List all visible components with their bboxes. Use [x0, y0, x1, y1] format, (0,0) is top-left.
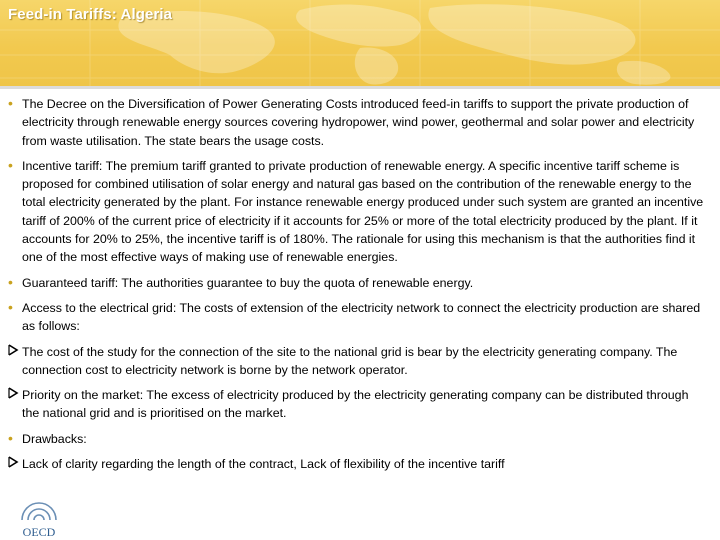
list-item [8, 299, 708, 336]
dot-bullet-icon: • [8, 273, 13, 290]
banner-divider [0, 86, 720, 89]
dot-bullet-icon: • [8, 95, 13, 111]
list-item [8, 157, 708, 267]
dot-bullet-icon: • [8, 429, 13, 446]
list-item [8, 386, 708, 423]
dot-bullet-icon: • [8, 156, 13, 173]
arrow-bullet-icon [8, 455, 20, 473]
list-item-text: Drawbacks: [22, 431, 87, 446]
slide-body [8, 95, 708, 480]
title-banner [0, 0, 720, 86]
list-item-text: Priority on the market: The excess of electricity produced by the electricity generating company can be distributed through the national grid and is prioritised on the market. [22, 388, 689, 421]
arrow-bullet-icon [8, 386, 20, 404]
list-item [8, 95, 708, 150]
list-item-text: Guaranteed tariff: The authorities guarantee to buy the quota of renewable energy. [22, 275, 474, 290]
list-item [8, 343, 708, 380]
list-item-text: The cost of the study for the connection of the site to the national grid is bear by the electricity generating company. The connection cost to electricity network is borne by the network operator. [22, 344, 678, 377]
list-item [8, 455, 708, 473]
list-item-text: Incentive tariff: The premium tariff granted to private production of renewable energy. A specific incentive tariff scheme is proposed for combined utilisation of solar energy and natural gas based on the contribution of the renewable energy to the total electricity generated by the plant. For instance renewable energy produced under such system are granted an incentive tariff of 200% of the current price of electricity if it accounts for 25% or more of the total electricity produced by the plant. If it accounts for 20% to 25%, the incentive tariff is of 180%. The rationale for using this mechanism is that the authorities find it one of the most effective ways of making use of renewable energies. [22, 158, 704, 265]
oecd-logo [14, 496, 64, 540]
list-item [8, 430, 708, 448]
list-item-text: Lack of clarity regarding the length of the contract, Lack of flexibility of the incentive tariff [22, 457, 505, 472]
oecd-logo-text: OECD [22, 525, 56, 539]
arrow-bullet-icon [8, 343, 20, 361]
list-item-text: The Decree on the Diversification of Power Generating Costs introduced feed-in tariffs to support the private production of electricity through renewable energy sources covering hydropower, wind power, geothermal and solar power and electricity from waste utilisation. The state bears the usage costs. [22, 97, 695, 148]
dot-bullet-icon: • [8, 298, 13, 315]
list-item [8, 274, 708, 292]
slide-title: Feed-in Tariffs: Algeria [8, 6, 173, 23]
list-item-text: Access to the electrical grid: The costs of extension of the electricity network to connect the electricity production are shared as follows: [22, 300, 701, 334]
